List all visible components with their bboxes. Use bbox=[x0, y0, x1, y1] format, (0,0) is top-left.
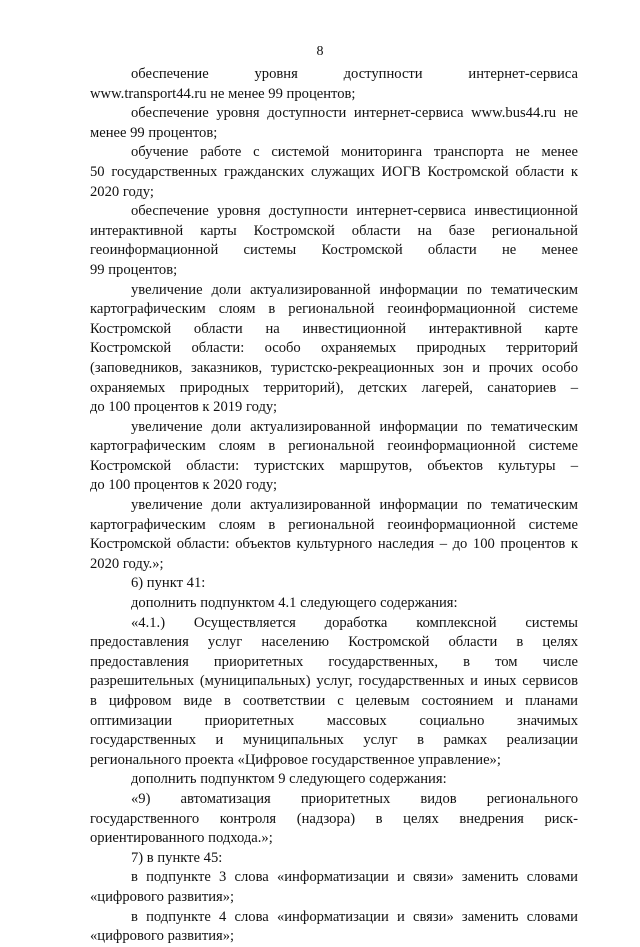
paragraph bbox=[90, 65, 578, 104]
paragraph bbox=[90, 202, 578, 280]
text-line: увеличение доли актуализированной информации по тематическим bbox=[131, 281, 578, 298]
paragraph bbox=[90, 868, 578, 907]
paragraph bbox=[90, 143, 578, 202]
text-line: 99 процентов; bbox=[90, 261, 178, 278]
text-line: государственных и муниципальных услуг в рамках реализации bbox=[90, 732, 578, 749]
text-line: Костромской области на инвестиционной интерактивной карте bbox=[90, 320, 578, 337]
text-line: 2020 году; bbox=[90, 183, 154, 200]
text-line: «цифрового развития»; bbox=[90, 888, 235, 905]
text-line: оптимизации приоритетных массовых социально значимых bbox=[90, 712, 578, 729]
text-line: геоинформационной системы Костромской области не менее bbox=[90, 242, 578, 259]
text-line: регионального проекта «Цифровое государственное управление»; bbox=[90, 751, 501, 768]
text-line: обеспечение уровня доступности интернет-сервиса www.bus44.ru не bbox=[131, 105, 578, 122]
paragraph bbox=[90, 594, 578, 614]
text-line: www.transport44.ru не менее 99 процентов; bbox=[90, 85, 356, 102]
paragraph bbox=[90, 614, 578, 771]
text-line: охраняемых природных территорий), детских лагерей, санаториев – bbox=[90, 379, 578, 396]
text-line: в подпункте 3 слова «информатизации и связи» заменить словами bbox=[131, 869, 578, 886]
text-line: в цифровом виде в соответствии с целевым состоянием и планами bbox=[90, 693, 578, 709]
text-line: до 100 процентов к 2020 году; bbox=[90, 477, 278, 494]
page-number: 8 bbox=[316, 44, 324, 59]
text-line: картографическим слоям в региональной геоинформационной системе bbox=[90, 301, 578, 318]
text-line: «9) автоматизация приоритетных видов регионального bbox=[131, 790, 578, 807]
text-line: предоставления услуг населению Костромской области в целях bbox=[90, 634, 578, 651]
text-line: обучение работе с системой мониторинга транспорта не менее bbox=[131, 144, 578, 161]
text-line: ориентированного подхода.»; bbox=[90, 830, 273, 847]
paragraph bbox=[90, 281, 578, 418]
text-line: (заповедников, заказников, туристско-рекреационных зон и прочих особо bbox=[90, 359, 578, 376]
text-line: 2020 году.»; bbox=[90, 555, 164, 572]
text-line: «цифрового развития»; bbox=[90, 928, 235, 945]
text-line: картографическим слоям в региональной геоинформационной системе bbox=[90, 516, 578, 533]
text-line: интерактивной карты Костромской области на базе региональной bbox=[90, 222, 578, 239]
text-line: разрешительных (муниципальных) услуг, государственных и иных сервисов bbox=[90, 673, 578, 690]
text-line: дополнить подпунктом 9 следующего содержания: bbox=[131, 771, 447, 788]
text-line: в подпункте 4 слова «информатизации и связи» заменить словами bbox=[131, 908, 578, 925]
text-line: государственного контроля (надзора) в целях внедрения риск- bbox=[90, 810, 578, 827]
text-line: 6) пункт 41: bbox=[131, 575, 206, 592]
text-line: 7) в пункте 45: bbox=[131, 849, 223, 866]
text-line: дополнить подпунктом 4.1 следующего содержания: bbox=[131, 595, 458, 612]
text-line: Костромской области: туристских маршрутов, объектов культуры – bbox=[90, 457, 578, 474]
paragraph bbox=[90, 104, 578, 143]
text-line: увеличение доли актуализированной информации по тематическим bbox=[131, 497, 578, 514]
text-line: обеспечение уровня доступности интернет-сервиса инвестиционной bbox=[131, 203, 578, 220]
paragraph bbox=[90, 790, 578, 849]
text-line: Костромской области: особо охраняемых природных территорий bbox=[90, 340, 578, 357]
paragraph bbox=[90, 770, 578, 790]
text-line: 50 государственных гражданских служащих ИОГВ Костромской области к bbox=[90, 163, 578, 180]
text-line: Костромской области: объектов культурного наследия – до 100 процентов к bbox=[90, 536, 578, 553]
text-line: предоставления приоритетных государственных, в том числе bbox=[90, 653, 578, 670]
text-line: «4.1.) Осуществляется доработка комплексной системы bbox=[131, 614, 578, 631]
text-line: обеспечение уровня доступности интернет-сервиса bbox=[131, 66, 578, 82]
paragraph bbox=[90, 418, 578, 496]
text-line: менее 99 процентов; bbox=[90, 124, 218, 141]
paragraph bbox=[90, 496, 578, 574]
paragraph bbox=[90, 908, 578, 947]
text-line: картографическим слоям в региональной геоинформационной системе bbox=[90, 438, 578, 455]
paragraph bbox=[90, 849, 578, 869]
paragraph bbox=[90, 574, 578, 594]
document-body bbox=[90, 65, 578, 947]
text-line: до 100 процентов к 2019 году; bbox=[90, 399, 278, 416]
text-line: увеличение доли актуализированной информации по тематическим bbox=[131, 418, 578, 435]
